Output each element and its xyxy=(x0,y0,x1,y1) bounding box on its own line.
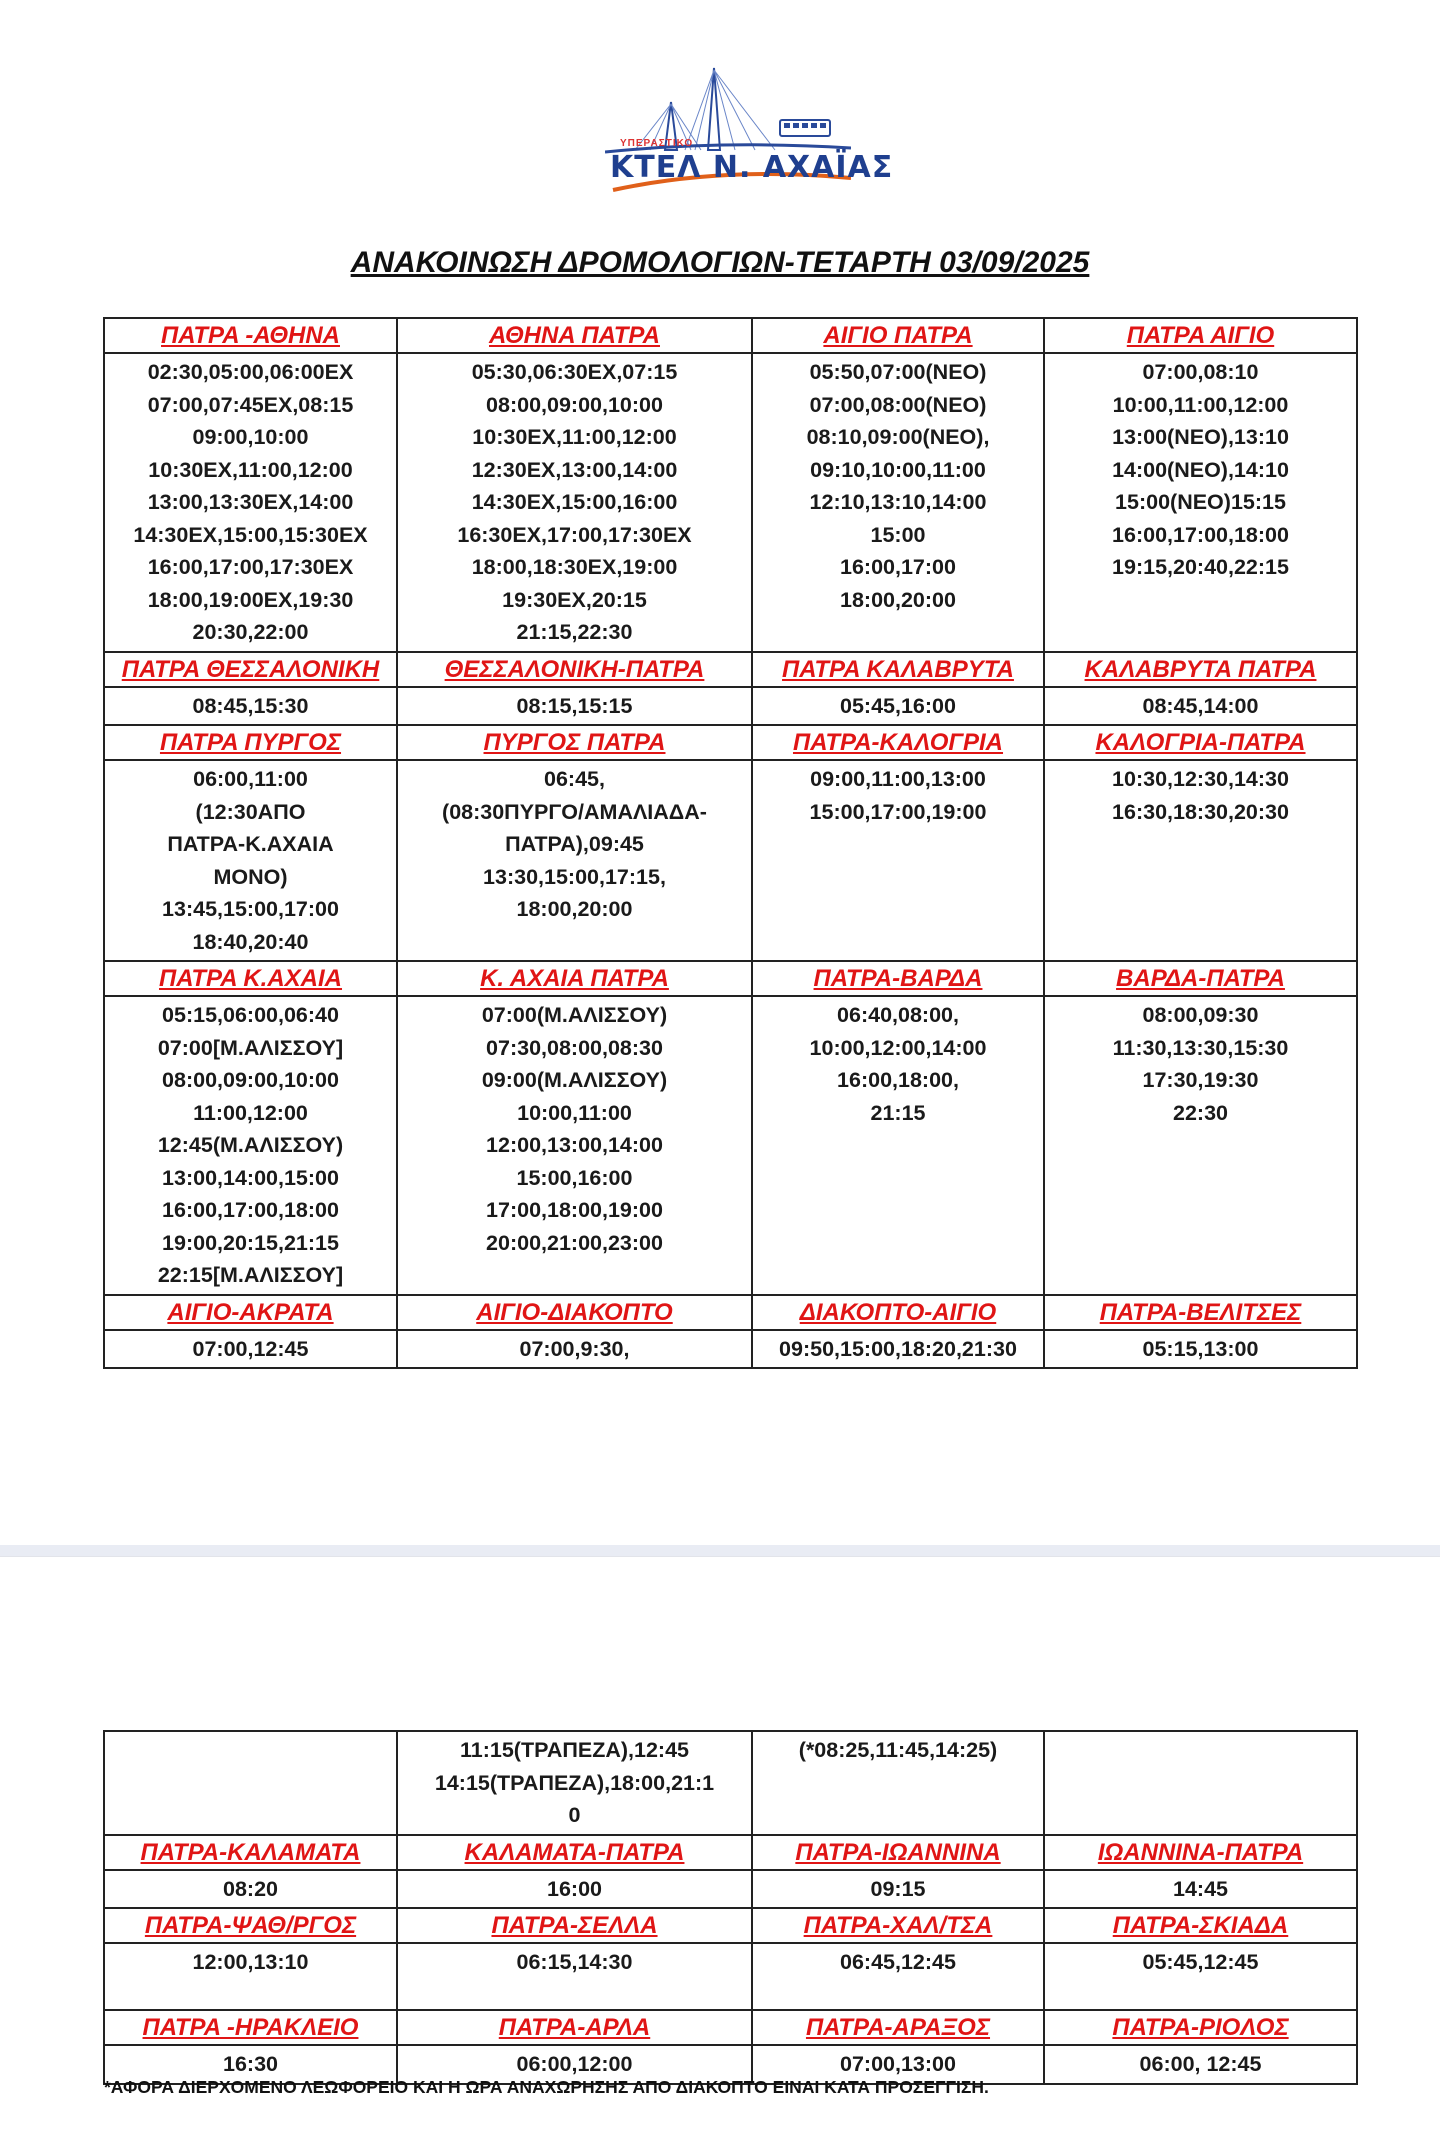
departure-times-line: (12:30ΑΠΟ xyxy=(195,799,306,824)
departure-times-line: 14:30ΕΧ,15:00,15:30ΕΧ xyxy=(133,522,368,547)
departure-times-line: 10:00,11:00 xyxy=(517,1100,632,1125)
departure-times-cell xyxy=(752,1330,1044,1369)
departure-times-line: 16:00,17:00,17:30ΕΧ xyxy=(147,555,354,579)
departure-times-line: 18:40,20:40 xyxy=(192,929,309,954)
route-header: ΚΑΛΑΜΑΤΑ-ΠΑΤΡΑ xyxy=(397,1835,752,1870)
departure-times-line: 06:45, xyxy=(544,767,605,791)
route-header: ΠΑΤΡΑ-ΧΑΛ/ΤΣΑ xyxy=(752,1908,1044,1943)
page-title: ΑΝΑΚΟΙΝΩΣΗ ΔΡΟΜΟΛΟΓΙΩΝ-ΤΕΤΑΡΤΗ 03/09/2025 xyxy=(350,246,1090,279)
departure-times-line: 09:00,11:00,13:00 xyxy=(810,767,986,791)
departure-times-line: 16:30ΕΧ,17:00,17:30ΕΧ xyxy=(457,522,692,547)
departure-times-line: 13:45,15:00,17:00 xyxy=(162,897,339,921)
departure-times-cell xyxy=(752,1731,1044,1835)
departure-times-line: 08:15,15:15 xyxy=(516,693,633,718)
schedule-row xyxy=(104,760,1357,961)
departure-times-line: 21:15,22:30 xyxy=(516,620,633,644)
departure-times-cell xyxy=(397,687,752,726)
departure-times-line: 14:30ΕΧ,15:00,16:00 xyxy=(471,490,678,514)
route-header: Κ. ΑΧΑΙΑ ΠΑΤΡΑ xyxy=(397,961,752,996)
departure-times-line: 17:00,18:00,19:00 xyxy=(486,1198,663,1222)
departure-times-line: 08:00,09:00,10:00 xyxy=(162,1068,339,1092)
route-header: ΠΑΤΡΑ -ΑΘΗΝΑ xyxy=(104,318,397,353)
route-header: ΠΑΤΡΑ-ΑΡΛΑ xyxy=(397,2010,752,2045)
route-header: ΠΑΤΡΑ -ΗΡΑΚΛΕΙΟ xyxy=(104,2010,397,2045)
route-header: ΠΑΤΡΑ-ΚΑΛΟΓΡΙΑ xyxy=(752,725,1044,760)
route-header: ΠΑΤΡΑ-ΙΩΑΝΝΙΝΑ xyxy=(752,1835,1044,1870)
departure-times-line: 13:00,13:30ΕΧ,14:00 xyxy=(147,490,354,514)
departure-times-line: 15:00,16:00 xyxy=(516,1165,633,1190)
route-header: ΠΑΤΡΑ ΠΥΡΓΟΣ xyxy=(104,725,397,760)
departure-times-cell xyxy=(104,353,397,652)
departure-times-line: ΠΑΤΡΑ-Κ.ΑΧΑΙΑ xyxy=(167,832,334,856)
departure-times-line: 19:15,20:40,22:15 xyxy=(1112,555,1289,579)
departure-times-cell xyxy=(752,996,1044,1295)
departure-times-cell xyxy=(1044,687,1357,726)
departure-times-line: 08:45,14:00 xyxy=(1142,693,1259,718)
departure-times-line: 14:00(ΝΕΟ),14:10 xyxy=(1112,457,1289,482)
departure-times-line: 21:15 xyxy=(870,1100,926,1125)
departure-times-line: 16:00,18:00, xyxy=(837,1068,959,1092)
departure-times-line: 07:00,08:10 xyxy=(1142,360,1259,384)
route-header-row xyxy=(104,1908,1357,1943)
departure-times-cell xyxy=(752,687,1044,726)
schedule-row xyxy=(104,1870,1357,1909)
departure-times-cell xyxy=(752,760,1044,961)
departure-times-line: 07:00,08:00(ΝΕΟ) xyxy=(809,392,987,417)
departure-times-line: 07:00(Μ.ΑΛΙΣΣΟΥ) xyxy=(481,1003,668,1027)
departure-times-line: ΠΑΤΡΑ),09:45 xyxy=(505,832,644,856)
departure-times-cell xyxy=(1044,1870,1357,1909)
departure-times-line: 08:00,09:00,10:00 xyxy=(486,392,663,417)
departure-times-line: (*08:25,11:45,14:25) xyxy=(798,1738,998,1762)
departure-times-line: 06:15,14:30 xyxy=(516,1950,633,1974)
departure-times-cell xyxy=(104,1943,397,2010)
departure-times-cell xyxy=(397,996,752,1295)
departure-times-cell xyxy=(104,1731,397,1835)
departure-times-line: ΜΟΝΟ) xyxy=(213,864,288,889)
departure-times-line: 09:00,10:00 xyxy=(192,425,309,449)
departure-times-line: 20:00,21:00,23:00 xyxy=(486,1230,663,1255)
departure-times-line: 06:45,12:45 xyxy=(840,1950,956,1974)
departure-times-cell xyxy=(397,1731,752,1835)
departure-times-line: 16:30,18:30,20:30 xyxy=(1112,799,1289,824)
departure-times-cell xyxy=(1044,1943,1357,2010)
logo-name: ΚΤΕΛ Ν. ΑΧΑΪΑΣ xyxy=(610,150,894,185)
route-header: ΔΙΑΚΟΠΤΟ-ΑΙΓΙΟ xyxy=(752,1295,1044,1330)
departure-times-line: 14:15(ΤΡΑΠΕΖΑ),18:00,21:1 xyxy=(434,1770,715,1795)
route-header: ΘΕΣΣΑΛΟΝΙΚΗ-ΠΑΤΡΑ xyxy=(397,652,752,687)
route-header: ΑΙΓΙΟ ΠΑΤΡΑ xyxy=(752,318,1044,353)
departure-times-line: 11:15(ΤΡΑΠΕΖΑ),12:45 xyxy=(459,1738,689,1762)
departure-times-line: 20:30,22:00 xyxy=(192,620,309,644)
departure-times-line: 08:20 xyxy=(223,1876,278,1901)
departure-times-line: 18:00,20:00 xyxy=(840,587,956,612)
departure-times-cell xyxy=(104,687,397,726)
departure-times-line: 0 xyxy=(568,1803,581,1827)
route-header: ΙΩΑΝΝΙΝΑ-ΠΑΤΡΑ xyxy=(1044,1835,1357,1870)
departure-times-cell xyxy=(397,1330,752,1369)
route-header: ΠΑΤΡΑ-ΣΕΛΛΑ xyxy=(397,1908,752,1943)
departure-times-cell xyxy=(752,1870,1044,1909)
departure-times-line: 05:15,13:00 xyxy=(1142,1336,1259,1361)
route-header: ΒΑΡΔΑ-ΠΑΤΡΑ xyxy=(1044,961,1357,996)
departure-times-cell xyxy=(1044,1330,1357,1369)
departure-times-cell xyxy=(104,1330,397,1369)
route-header: ΚΑΛΑΒΡΥΤΑ ΠΑΤΡΑ xyxy=(1044,652,1357,687)
departure-times-line: 10:30ΕΧ,11:00,12:00 xyxy=(472,425,677,449)
departure-times-line: 13:00(ΝΕΟ),13:10 xyxy=(1112,425,1289,449)
departure-times-line: 10:30ΕΧ,11:00,12:00 xyxy=(148,457,353,482)
departure-times-line: 12:00,13:00,14:00 xyxy=(486,1133,663,1157)
departure-times-line: 11:00,12:00 xyxy=(193,1100,308,1125)
departure-times-line: 16:00,17:00 xyxy=(840,555,956,579)
departure-times-line: 15:00 xyxy=(870,522,926,547)
departure-times-line: 15:00(ΝΕΟ)15:15 xyxy=(1115,490,1286,514)
logo-tagline: ΥΠΕΡΑΣΤΙΚΟ xyxy=(620,138,694,149)
departure-times-line: 02:30,05:00,06:00ΕΧ xyxy=(147,360,354,384)
departure-times-cell xyxy=(104,1870,397,1909)
route-header-row xyxy=(104,652,1357,687)
route-header: ΠΑΤΡΑ-ΒΑΡΔΑ xyxy=(752,961,1044,996)
departure-times-line: 16:00,17:00,18:00 xyxy=(1112,522,1289,547)
departure-times-line: 15:00,17:00,19:00 xyxy=(809,799,987,824)
departure-times-line: 13:00,14:00,15:00 xyxy=(162,1165,339,1190)
departure-times-line: 16:00,17:00,18:00 xyxy=(162,1198,339,1222)
route-header-row xyxy=(104,1295,1357,1330)
route-header-row xyxy=(104,961,1357,996)
schedule-row xyxy=(104,1330,1357,1369)
route-header: ΠΑΤΡΑ-ΑΡΑΞΟΣ xyxy=(752,2010,1044,2045)
departure-times-line: 05:45,16:00 xyxy=(840,693,956,718)
departure-times-cell xyxy=(397,1870,752,1909)
route-header: ΠΑΤΡΑ-ΡΙΟΛΟΣ xyxy=(1044,2010,1357,2045)
schedule-row xyxy=(104,353,1357,652)
departure-times-line: 12:45(Μ.ΑΛΙΣΣΟΥ) xyxy=(157,1133,344,1157)
departure-times-line: 08:00,09:30 xyxy=(1142,1003,1259,1027)
departure-times-line: 12:30ΕΧ,13:00,14:00 xyxy=(471,457,678,482)
route-header: ΠΑΤΡΑ-ΨΑΘ/ΡΓΟΣ xyxy=(104,1908,397,1943)
departure-times-cell xyxy=(397,760,752,961)
departure-times-line: 05:15,06:00,06:40 xyxy=(162,1003,339,1027)
departure-times-line: 18:00,20:00 xyxy=(516,897,633,921)
route-header: ΠΑΤΡΑ ΘΕΣΣΑΛΟΝΙΚΗ xyxy=(104,652,397,687)
departure-times-line: 07:00[Μ.ΑΛΙΣΣΟΥ] xyxy=(157,1035,344,1060)
departure-times-line: 09:15 xyxy=(870,1876,926,1901)
footnote: *ΑΦΟΡΑ ΔΙΕΡΧΟΜΕΝΟ ΛΕΩΦΟΡΕΙΟ ΚΑΙ Η ΩΡΑ ΑΝΑΧΩΡΗΣΗΣ ΑΠΟ ΔΙΑΚΟΠΤΟ ΕΙΝΑΙ ΚΑΤΑ ΠΡΟΣΕΓΓΙΣΗ. xyxy=(104,2077,989,2097)
route-header: ΑΘΗΝΑ ΠΑΤΡΑ xyxy=(397,318,752,353)
schedule-table-page-2 xyxy=(103,1730,1358,2085)
departure-times-line: 05:30,06:30ΕΧ,07:15 xyxy=(471,360,678,384)
departure-times-line: 18:00,18:30ΕΧ,19:00 xyxy=(471,555,678,579)
departure-times-line: 12:10,13:10,14:00 xyxy=(809,490,987,514)
schedule-table-page-1 xyxy=(103,317,1358,1369)
route-header: ΠΑΤΡΑ-ΒΕΛΙΤΣΕΣ xyxy=(1044,1295,1357,1330)
route-header: ΠΥΡΓΟΣ ΠΑΤΡΑ xyxy=(397,725,752,760)
departure-times-line: 07:00,12:45 xyxy=(192,1336,309,1361)
departure-times-line: 07:00,9:30, xyxy=(519,1336,630,1361)
schedule-row xyxy=(104,687,1357,726)
route-header: ΠΑΤΡΑ-ΚΑΛΑΜΑΤΑ xyxy=(104,1835,397,1870)
route-header: ΠΑΤΡΑ ΑΙΓΙΟ xyxy=(1044,318,1357,353)
departure-times-line: 12:00,13:10 xyxy=(192,1950,309,1974)
departure-times-cell xyxy=(1044,353,1357,652)
route-header: ΑΙΓΙΟ-ΑΚΡΑΤΑ xyxy=(104,1295,397,1330)
departure-times-cell xyxy=(397,1943,752,2010)
departure-times-line: 07:00,13:00 xyxy=(840,2052,956,2076)
departure-times-cell xyxy=(104,996,397,1295)
departure-times-line: 07:00,07:45ΕΧ,08:15 xyxy=(147,392,354,417)
departure-times-line: 06:00,11:00 xyxy=(193,767,308,791)
departure-times-line: 10:00,12:00,14:00 xyxy=(809,1035,987,1060)
route-header-row xyxy=(104,2010,1357,2045)
departure-times-line: (08:30ΠΥΡΓΟ/ΑΜΑΛΙΑΔΑ- xyxy=(442,799,707,824)
departure-times-cell xyxy=(752,353,1044,652)
departure-times-cell xyxy=(752,1943,1044,2010)
departure-times-line: 06:00,12:00 xyxy=(516,2052,633,2076)
departure-times-line: 10:30,12:30,14:30 xyxy=(1112,767,1289,791)
departure-times-line: 08:10,09:00(ΝΕΟ), xyxy=(806,425,990,449)
route-header: ΠΑΤΡΑ ΚΑΛΑΒΡΥΤΑ xyxy=(752,652,1044,687)
departure-times-line: 07:30,08:00,08:30 xyxy=(486,1035,663,1060)
departure-times-line: 22:30 xyxy=(1173,1100,1228,1125)
departure-times-line: 13:30,15:00,17:15, xyxy=(483,864,666,889)
departure-times-line: 09:10,10:00,11:00 xyxy=(810,457,986,482)
departure-times-line: 19:00,20:15,21:15 xyxy=(162,1230,339,1255)
schedule-row xyxy=(104,1943,1357,2010)
departure-times-line: 06:40,08:00, xyxy=(837,1003,959,1027)
departure-times-line: 18:00,19:00ΕΧ,19:30 xyxy=(147,587,354,612)
route-header: ΠΑΤΡΑ-ΣΚΙΑΔΑ xyxy=(1044,1908,1357,1943)
departure-times-cell xyxy=(1044,2045,1357,2084)
departure-times-line: 16:00 xyxy=(547,1876,602,1901)
departure-times-line: 08:45,15:30 xyxy=(192,693,309,718)
departure-times-line: 09:50,15:00,18:20,21:30 xyxy=(779,1336,1017,1361)
departure-times-line: 10:00,11:00,12:00 xyxy=(1112,392,1289,417)
route-header-row xyxy=(104,1835,1357,1870)
departure-times-line: 11:30,13:30,15:30 xyxy=(1112,1035,1289,1060)
departure-times-line: 17:30,19:30 xyxy=(1142,1068,1259,1092)
departure-times-cell xyxy=(1044,996,1357,1295)
departure-times-line: 14:45 xyxy=(1173,1876,1228,1901)
route-header: ΠΑΤΡΑ Κ.ΑΧΑΙΑ xyxy=(104,961,397,996)
route-header-row xyxy=(104,318,1357,353)
departure-times-cell xyxy=(1044,1731,1357,1835)
departure-times-cell xyxy=(397,353,752,652)
route-header-row xyxy=(104,725,1357,760)
departure-times-line: 22:15[Μ.ΑΛΙΣΣΟΥ] xyxy=(157,1263,344,1287)
page-gap xyxy=(0,1545,1440,1557)
schedule-row xyxy=(104,996,1357,1295)
departure-times-line: 19:30ΕΧ,20:15 xyxy=(502,587,647,612)
departure-times-line: 06:00, 12:45 xyxy=(1139,2052,1262,2076)
schedule-row-continued xyxy=(104,1731,1357,1835)
route-header: ΑΙΓΙΟ-ΔΙΑΚΟΠΤΟ xyxy=(397,1295,752,1330)
departure-times-cell xyxy=(104,760,397,961)
departure-times-line: 05:45,12:45 xyxy=(1142,1950,1259,1974)
departure-times-line: 16:30 xyxy=(223,2052,278,2076)
departure-times-cell xyxy=(1044,760,1357,961)
route-header: ΚΑΛΟΓΡΙΑ-ΠΑΤΡΑ xyxy=(1044,725,1357,760)
departure-times-line: 09:00(Μ.ΑΛΙΣΣΟΥ) xyxy=(481,1068,668,1092)
departure-times-line: 05:50,07:00(ΝΕΟ) xyxy=(809,360,987,384)
